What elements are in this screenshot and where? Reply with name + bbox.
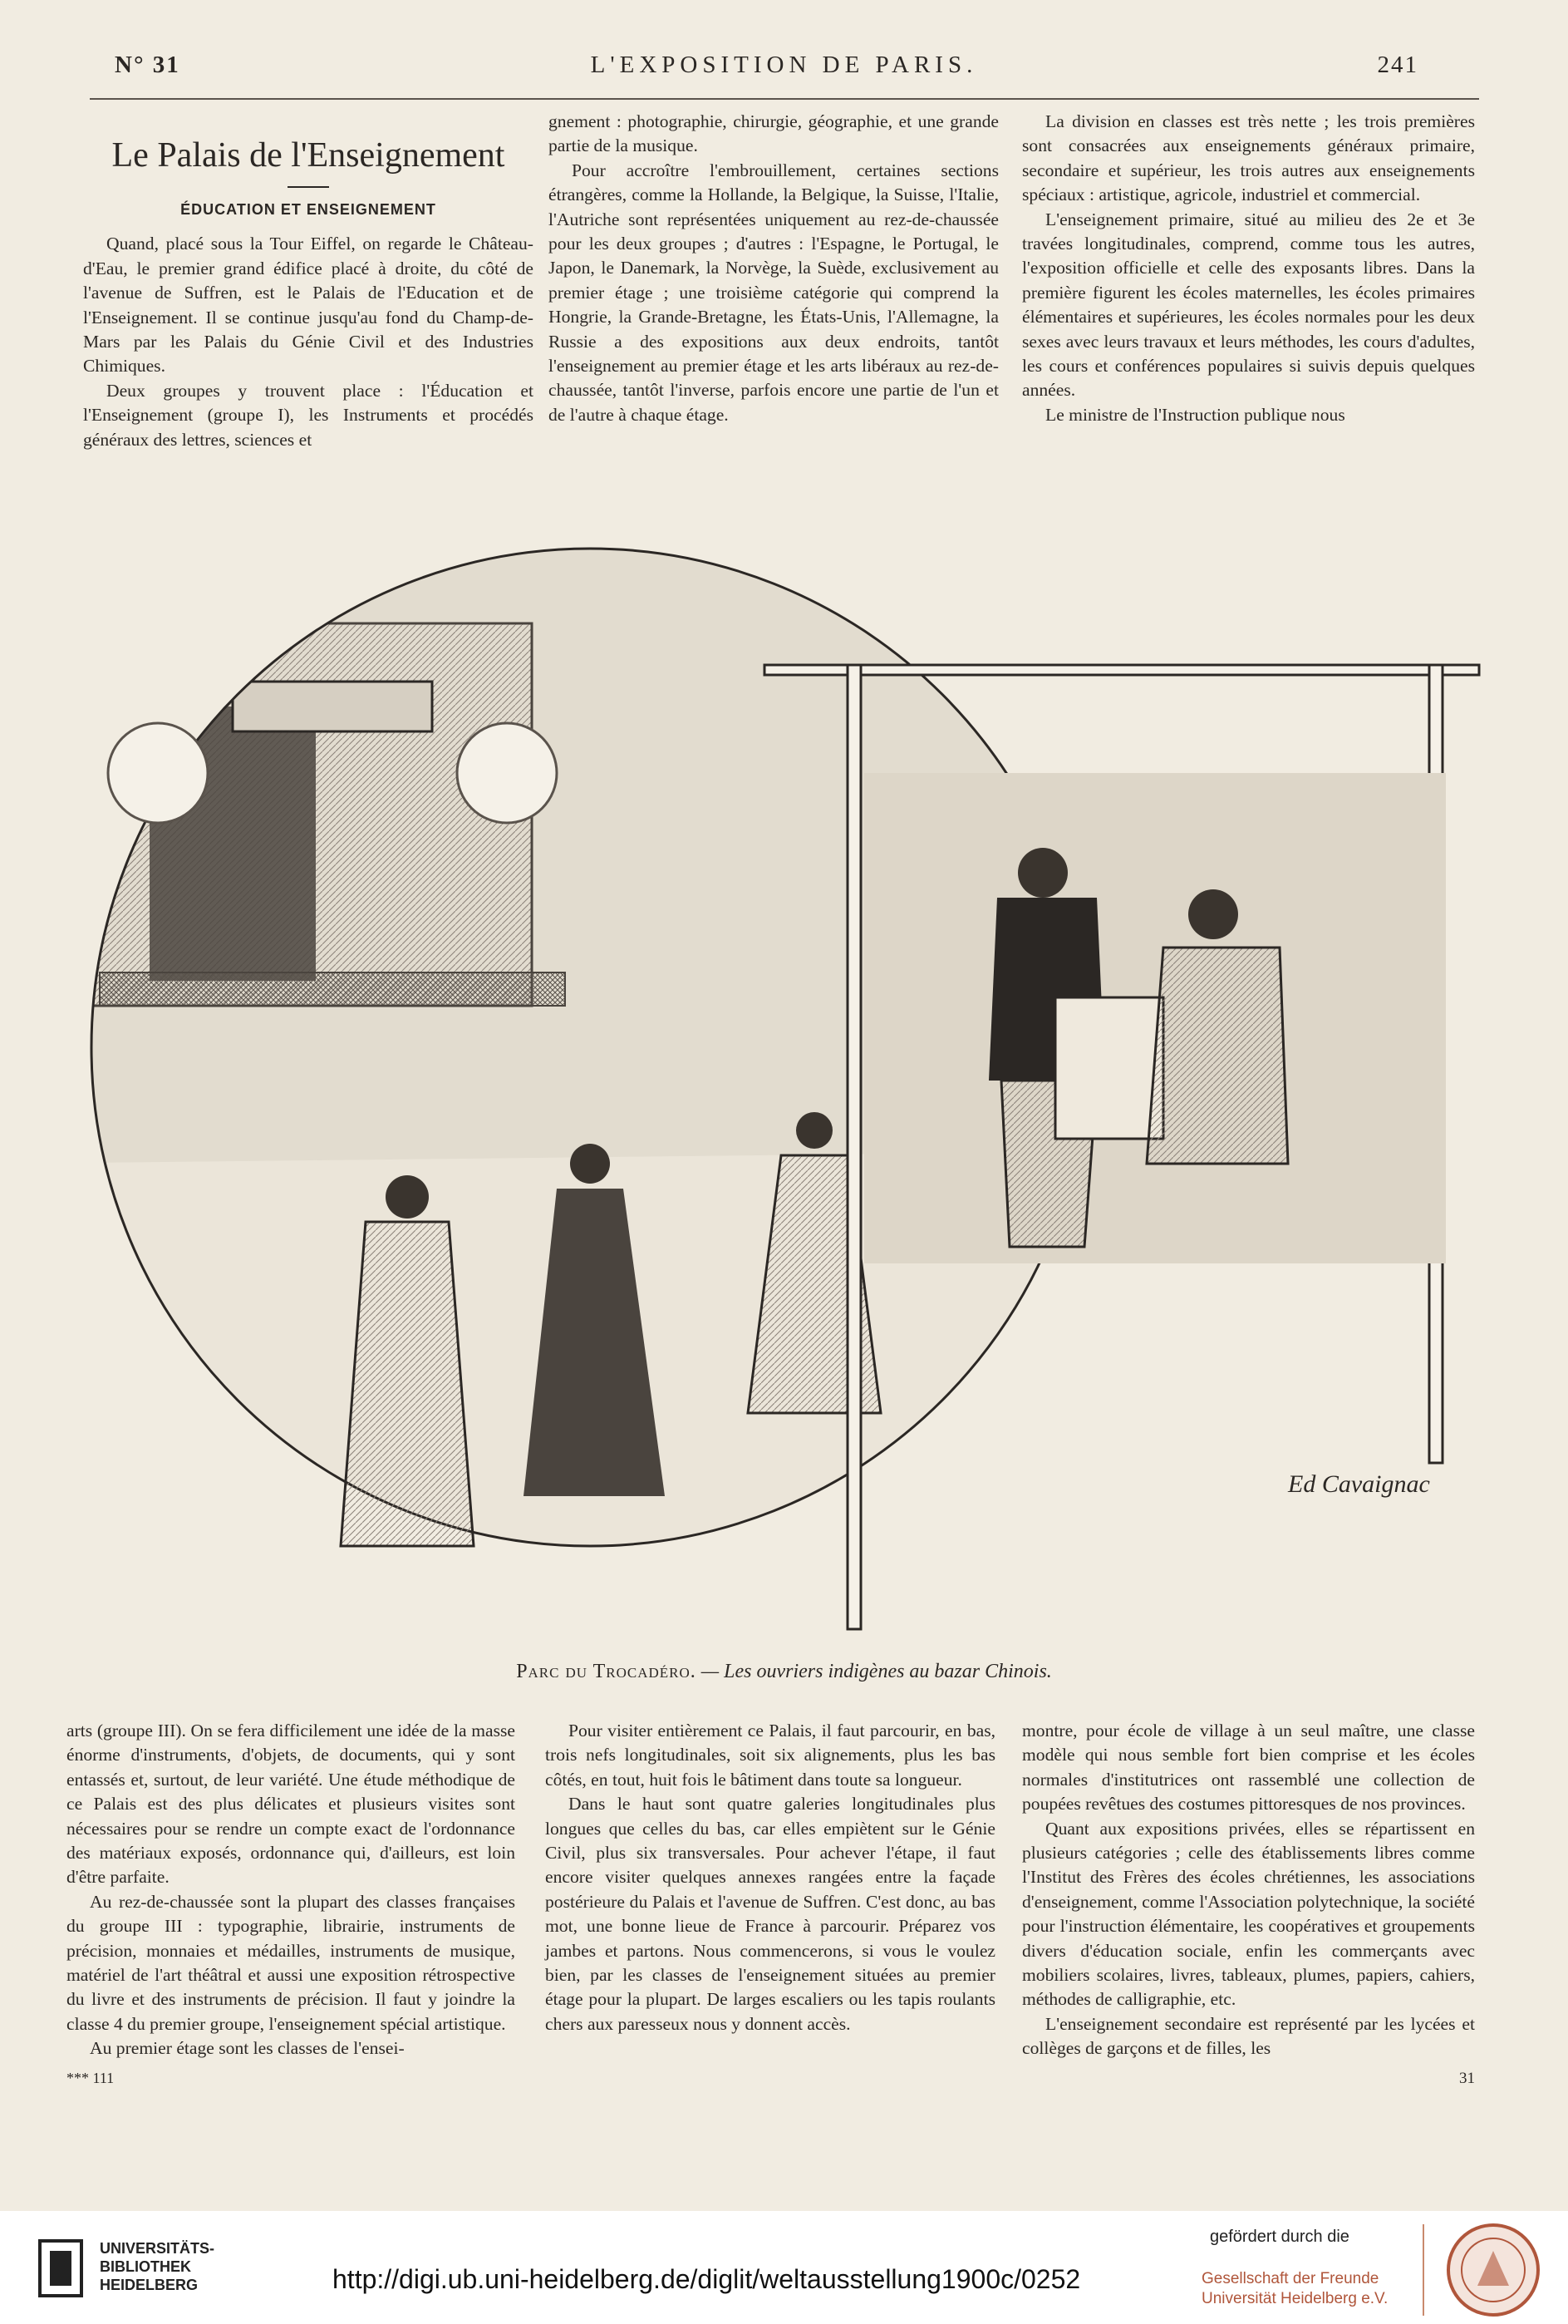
lantern <box>457 723 557 823</box>
paragraph: arts (groupe III). On se fera difficilement une idée de la masse énorme d'instruments, d'objets, de documents, qui y sont entassés et, surtout, de leur variété. Une étude méthodique de ce Palais est des plus délicates et plusieurs visites sont nécessaires pour se rendre un compte exact de l'ordonnance des matériaux exposés, ordonnance qui, d'ailleurs, est loin d'être parfaite. <box>66 1721 515 1888</box>
paragraph: La division en classes est très nette ; les trois premières sont consacrées aux enseignements généraux primaire, secondaire et supérieur, les trois autres aux enseignements spéciaux : artistique, agricole, industriel et commercial. <box>1022 111 1475 205</box>
caption-title: — Les ouvriers indigènes au bazar Chinois. <box>700 1661 1052 1682</box>
journal-title: L'EXPOSITION DE PARIS. <box>590 52 978 78</box>
paragraph: Pour accroître l'embrouillement, certaines sections étrangères, comme la Hollande, la Belgique, la Suisse, l'Italie, l'Autriche sont représentées uniquement au rez-de-chaussée pour les deux groupes ; d'autres : l'Espagne, le Portugal, le Japon, le Danemark, la Norvège, la Suède, exclusivement au premier étage ; une troisième catégorie qui comprend la Hongrie, la Grande-Bretagne, les États-Unis, l'Allemagne, la Russie a des expositions aux deux endroits, tantôt l'enseignement au premier étage et les arts libéraux au rez-de-chaussée, tantôt l'inverse, parfois encore une partie de l'un et de l'autre à chaque étage. <box>548 160 999 425</box>
footer-divider <box>1423 2224 1424 2316</box>
title-rule <box>288 186 329 188</box>
paragraph: Deux groupes y trouvent place : l'Éducation et l'Enseignement (groupe I), les Instruments et procédés généraux des lettres, sciences et <box>83 380 533 450</box>
crossbeam <box>764 665 1479 675</box>
paragraph: Quant aux expositions privées, elles se répartissent en plusieurs catégories ; celle des établissements libres comme l'Institut des Frères des écoles chrétiennes, les associations d'enseignement, comme l'Association polytechnique, la société pour l'instruction élémentaire, les coopératives et groupements divers d'éducation sociale, enfin les commerçants avec mobiliers scolaires, livres, tableaux, plumes, papiers, cahiers, méthodes de calligraphie, etc. <box>1022 1818 1475 2010</box>
paragraph: L'enseignement primaire, situé au milieu des 2e et 3e travées longitudinales, comprend, comme tous les autres, l'exposition officielle et celle des exposants libres. Dans la première figurent les écoles maternelles, les écoles primaires élémentaires et supérieures, les écoles normales pour les deux sexes avec leurs travaux et leurs méthodes, les cours d'adultes, les cours et conférences populaires si suivis depuis quelques années. <box>1022 209 1475 401</box>
page-number: 241 <box>1377 52 1418 78</box>
caption-place: Parc du Trocadéro. <box>516 1661 696 1682</box>
column-1-bottom <box>66 1719 515 2090</box>
article-title: Le Palais de l'Enseignement <box>111 136 505 175</box>
paragraph: Au premier étage sont les classes de l'ensei- <box>90 2038 405 2059</box>
paragraph: Quand, placé sous la Tour Eiffel, on regarde le Château-d'Eau, le premier grand édifice placé à droite, du côté de l'avenue de Suffren, est le Palais de l'Education et de l'Enseignement. Il se continue jusqu'au fond du Champ-de-Mars par les Palais du Génie Civil et des Industries Chimiques. <box>83 234 533 377</box>
library-logo-icon <box>33 2236 88 2301</box>
signature-mark: *** 111 <box>66 2069 115 2086</box>
column-3-top <box>1022 110 1475 427</box>
engraving-chinese-bazaar <box>17 499 1496 1646</box>
library-name: UNIVERSITÄTS- BIBLIOTHEK HEIDELBERG <box>100 2240 215 2293</box>
sponsor-name: Gesellschaft der Freunde Universität Heidelberg e.V. <box>1202 2270 1389 2307</box>
lantern <box>108 723 208 823</box>
university-seal-icon <box>1444 2221 1542 2319</box>
artist-signature: Ed Cavaignac <box>1288 1470 1430 1498</box>
shop-signboard <box>233 682 432 731</box>
digitization-footer <box>0 2211 1568 2324</box>
header-rule <box>90 98 1479 100</box>
signature-page-number: 31 <box>1459 2069 1475 2087</box>
paragraph: Pour visiter entièrement ce Palais, il faut parcourir, en bas, trois nefs longitudinales, soit six alignements, plus les bas côtés, en tout, huit fois le bâtiment dans toute sa longueur. <box>545 1721 995 1790</box>
paragraph: Dans le haut sont quatre galeries longitudinales plus longues que celles du bas, car elles empiètent sur le Génie Civil, plus six transversales. Pour achever l'étape, il faut encore visiter quelques annexes rangées entre la façade postérieure du Palais et l'avenue de Suffren. C'est donc, au bas mot, une bonne lieue de France à parcourir. Préparez vos jambes et partons. Nous commencerons, si vous le voulez bien, par les classes de l'enseignement situées au premier étage pour la plupart. De larges escaliers ou les tapis roulants chers aux paresseux nous y donnent accès. <box>545 1794 995 2034</box>
section-heading: ÉDUCATION ET ENSEIGNEMENT <box>180 201 436 218</box>
railing <box>100 972 565 1006</box>
paragraph: montre, pour école de village à un seul maître, une classe modèle qui nous semble fort bien comprise et les écoles normales d'institutrices ont rassemblé une collection de poupées revêtues des costumes pittoresques de nos provinces. <box>1022 1721 1475 1814</box>
paragraph: Au rez-de-chaussée sont la plupart des classes françaises du groupe III : typographie, librairie, instruments de précision, monnaies et médailles, instruments de musique, matériel de l'art théâtral et aussi une exposition rétrospective du livre et des instruments de précision. Il faut y joindre la classe 4 du premier groupe, l'enseignement spécial artistique. <box>66 1891 515 2034</box>
digital-copy-link[interactable]: http://digi.ub.uni-heidelberg.de/diglit/weltausstellung1900c/0252 <box>332 2264 1081 2294</box>
paragraph: L'enseignement secondaire est représenté par les lycées et collèges de garçons et de filles, les <box>1022 2013 1475 2059</box>
column-2-bottom <box>545 1719 995 2036</box>
issue-number: N° 31 <box>115 52 180 78</box>
paragraph: Le ministre de l'Instruction publique nous <box>1045 404 1345 425</box>
post <box>848 665 861 1629</box>
work-table <box>1055 997 1163 1139</box>
paragraph: gnement : photographie, chirurgie, géographie, et une grande partie de la musique. <box>548 111 999 156</box>
column-2-top <box>548 110 999 427</box>
illustration-caption <box>0 1661 1568 1683</box>
column-1-top <box>83 116 533 452</box>
column-3-bottom <box>1022 1719 1475 2090</box>
sponsor-note: gefördert durch die <box>1210 2228 1349 2246</box>
